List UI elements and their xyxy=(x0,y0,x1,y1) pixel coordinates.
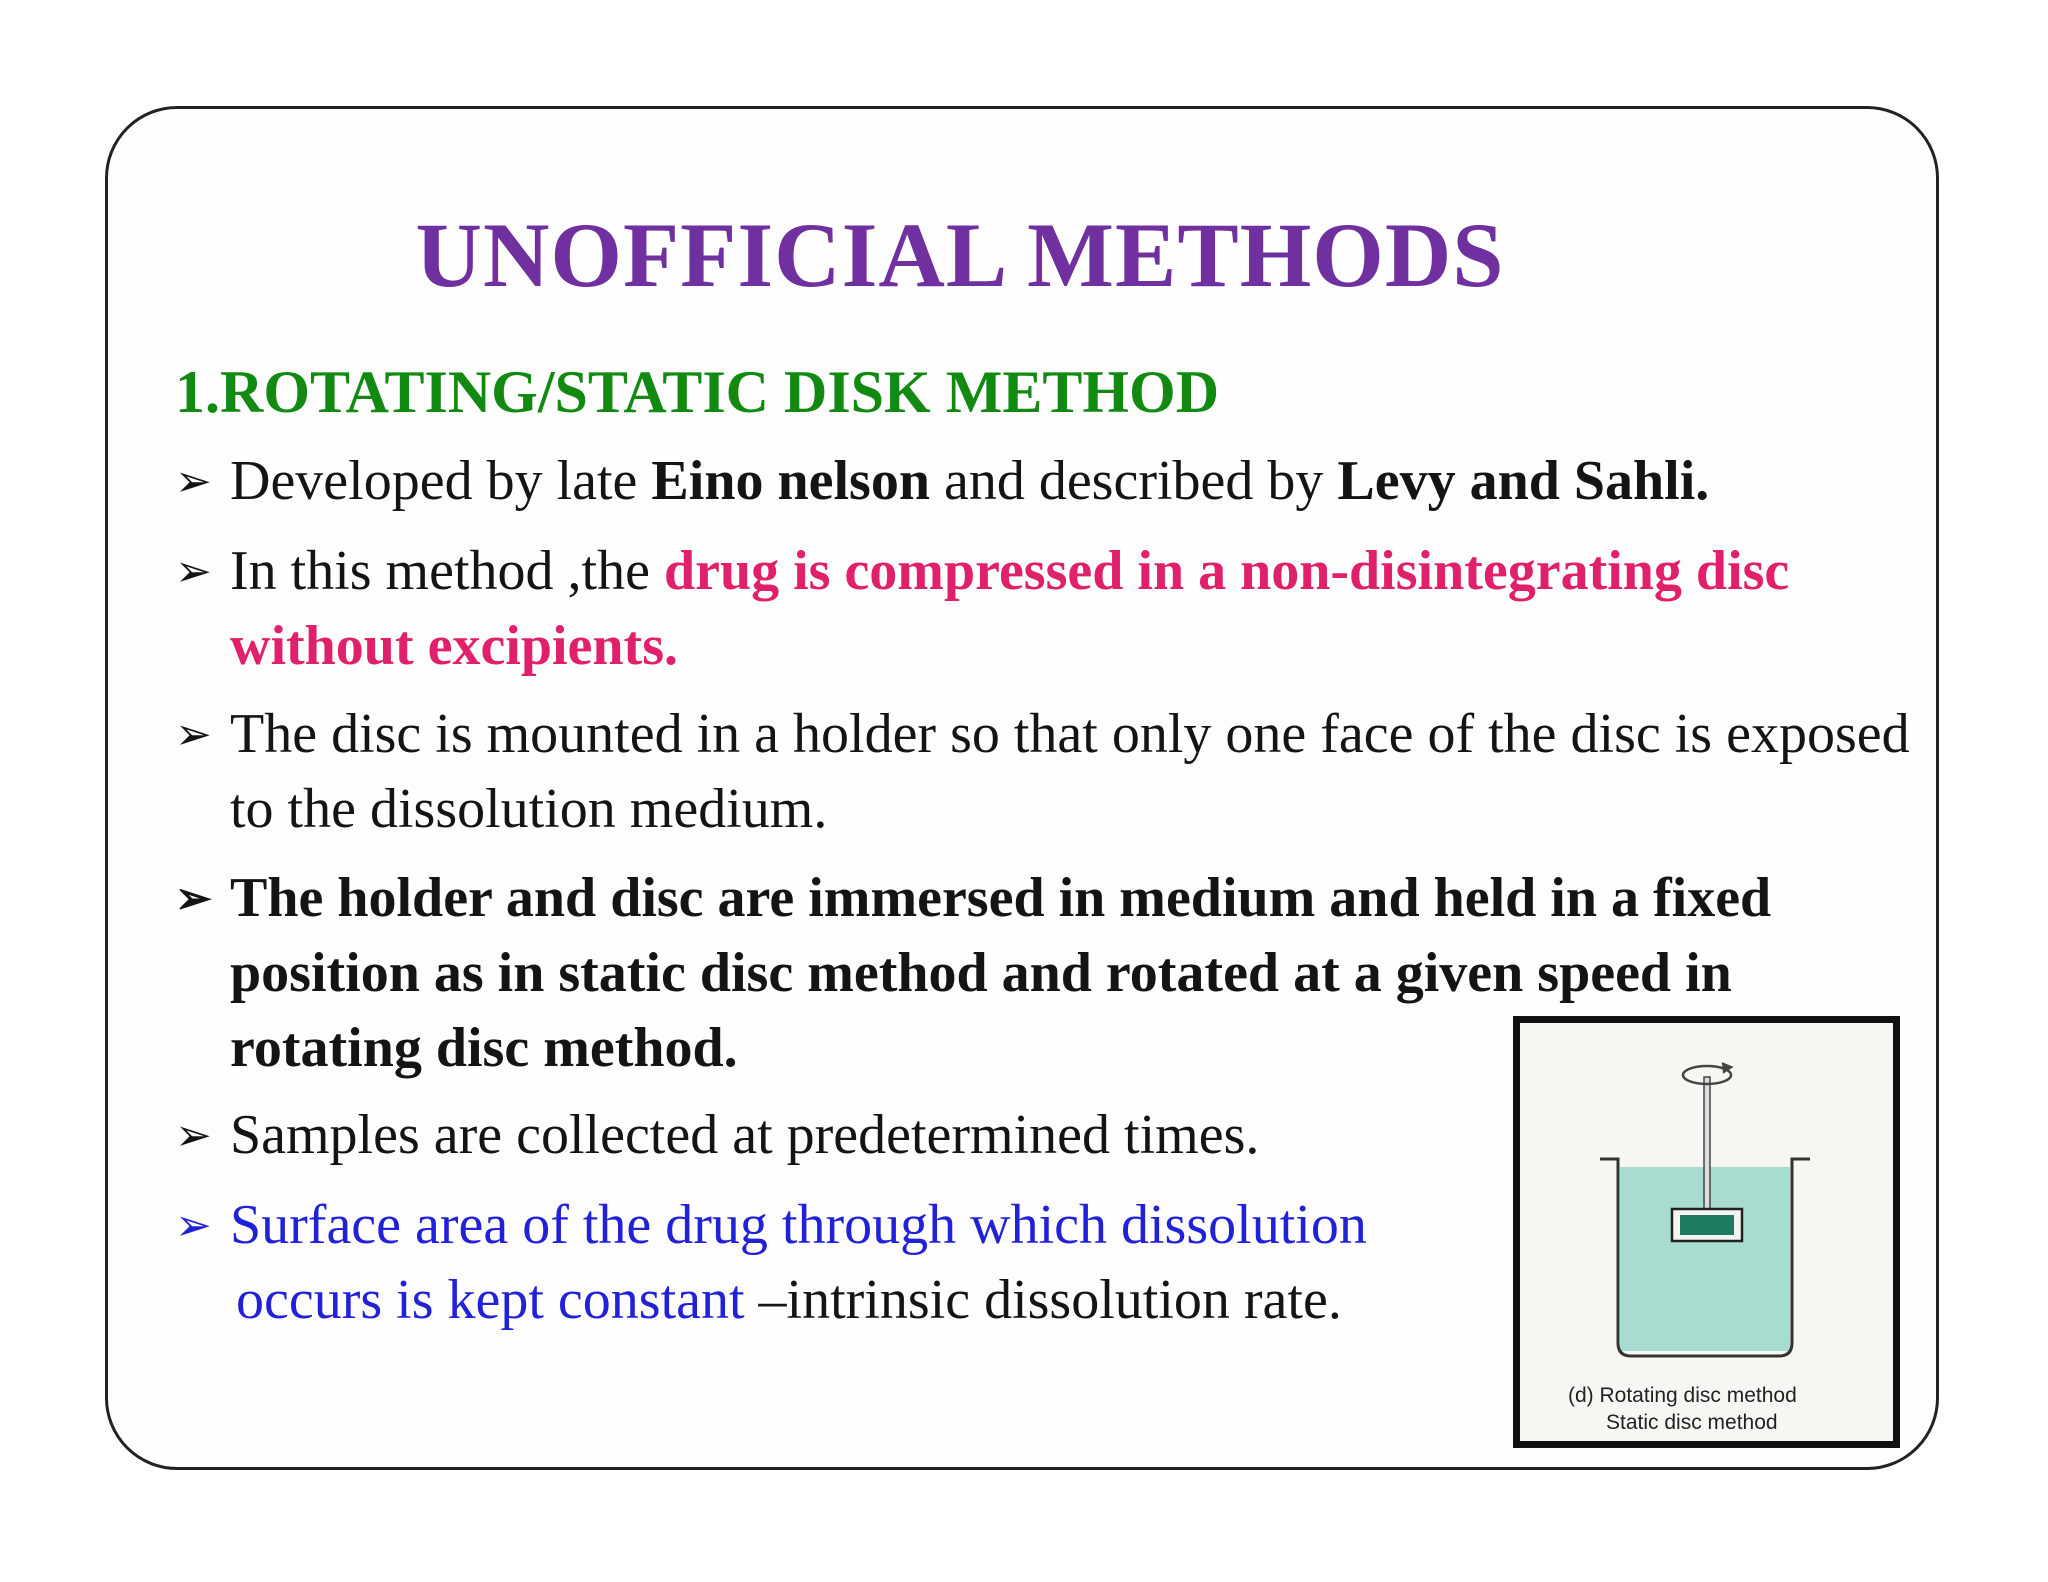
bullet-arrow-icon: ➢ xyxy=(175,874,212,923)
apparatus-figure xyxy=(1513,1016,1900,1448)
slide-title: UNOFFICIAL METHODS xyxy=(415,204,1505,306)
bullet-6: ➢ Surface area of the drug through which dissolution occurs is kept constant –intrinsic dissolution rate. xyxy=(175,1188,1530,1338)
figure-caption: (d) Rotating disc method Static disc method xyxy=(1568,1384,1797,1434)
bullet-1: ➢ Developed by late Eino nelson and described by Levy and Sahli. xyxy=(175,444,1930,519)
bullet-arrow-icon: ➢ xyxy=(175,547,212,596)
shaft xyxy=(1704,1077,1710,1209)
bullet-4: ➢ The holder and disc are immersed in medium and held in a fixed position as in static disc method and rotated at a given speed in rotating disc method. xyxy=(175,861,1860,1086)
bullet-arrow-icon: ➢ xyxy=(175,457,212,506)
bullet-arrow-icon: ➢ xyxy=(175,1201,212,1250)
bullet-3: ➢ The disc is mounted in a holder so that only one face of the disc is exposed to the dissolution medium. xyxy=(175,697,1930,847)
bullet-2: ➢ In this method ,the drug is compressed in a non-disintegrating disc without excipients. xyxy=(175,534,1890,684)
bullet-5: ➢ Samples are collected at predetermined times. xyxy=(175,1098,1510,1173)
drug-disc xyxy=(1680,1215,1734,1235)
section-heading: 1.ROTATING/STATIC DISK METHOD xyxy=(175,359,1220,425)
bullet-arrow-icon: ➢ xyxy=(175,710,212,759)
bullet-arrow-icon: ➢ xyxy=(175,1111,212,1160)
rotating-disc-diagram xyxy=(1520,1023,1893,1441)
